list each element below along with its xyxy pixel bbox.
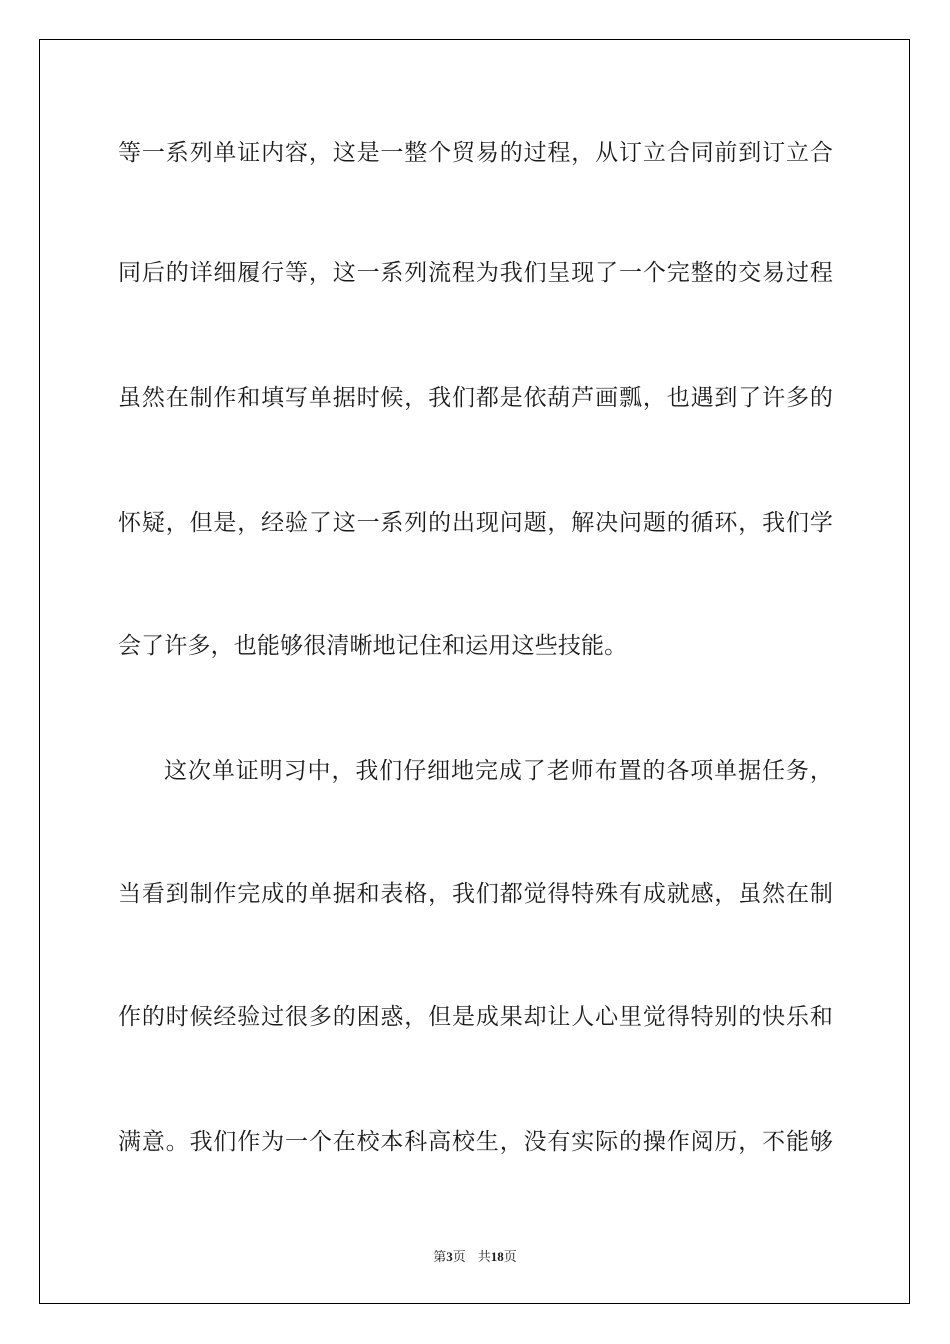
page-suffix: 页: [452, 1249, 466, 1264]
page-number: 3: [446, 1249, 453, 1264]
total-suffix: 页: [503, 1249, 517, 1264]
body-line-5: 会了许多，也能够很清晰地记住和运用这些技能。: [118, 633, 628, 659]
body-line-7: 当看到制作完成的单据和表格，我们都觉得特殊有成就感，虽然在制: [118, 881, 833, 907]
page-border: [39, 39, 910, 1304]
body-line-6: 这次单证明习中，我们仔细地完成了老师布置的各项单据任务，: [164, 758, 833, 784]
body-line-8: 作的时候经验过很多的困惑，但是成果却让人心里觉得特别的快乐和: [118, 1004, 833, 1030]
total-pages: 18: [490, 1249, 504, 1264]
body-line-9: 满意。我们作为一个在校本科高校生，没有实际的操作阅历，不能够: [118, 1129, 833, 1155]
body-line-2: 同后的详细履行等，这一系列流程为我们呈现了一个完整的交易过程: [118, 260, 833, 286]
total-prefix: 共: [477, 1249, 491, 1264]
body-line-4: 怀疑，但是，经验了这一系列的出现问题，解决问题的循环，我们学: [118, 510, 833, 536]
page-footer: [0, 1249, 950, 1265]
page-prefix: 第: [433, 1249, 447, 1264]
body-line-3: 虽然在制作和填写单据时候，我们都是依葫芦画瓢，也遇到了许多的: [118, 385, 833, 411]
body-line-1: 等一系列单证内容，这是一整个贸易的过程，从订立合同前到订立合: [118, 140, 833, 166]
